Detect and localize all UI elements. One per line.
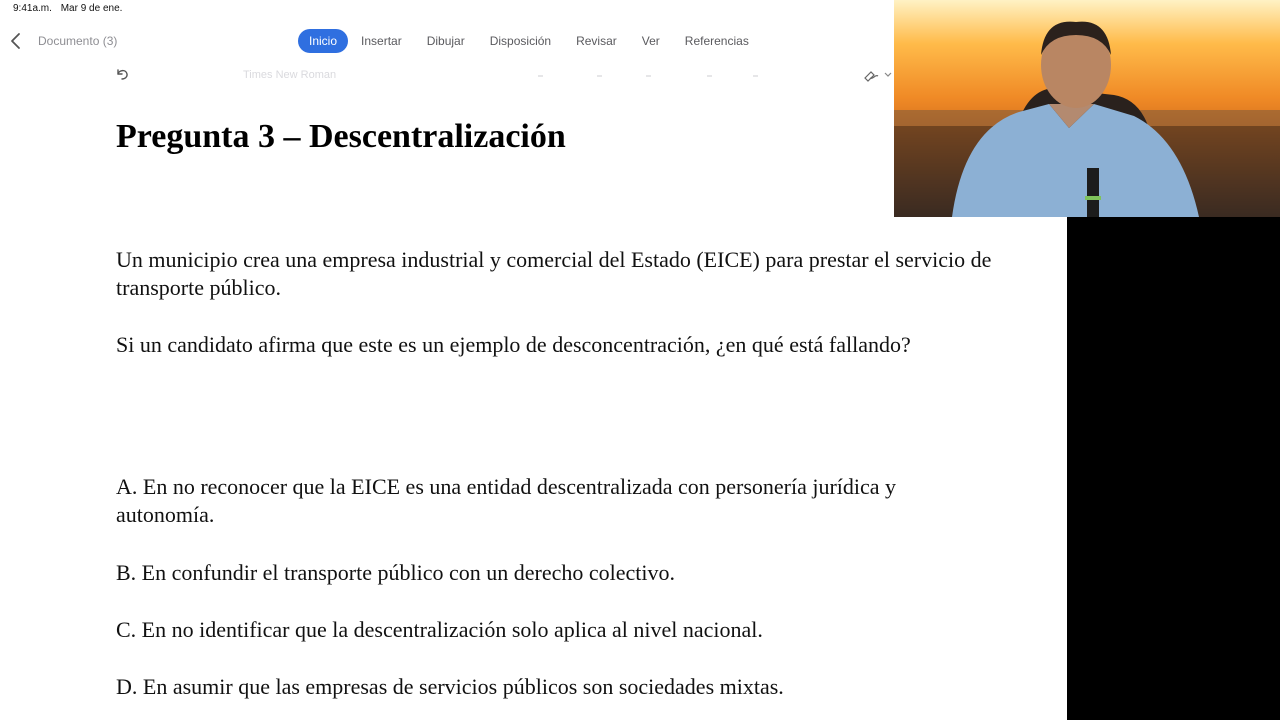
tab-dibujar[interactable]: Dibujar: [426, 34, 465, 48]
answer-option-b: B. En confundir el transporte público con un derecho colectivo.: [116, 560, 675, 585]
document-title[interactable]: Documento (3): [38, 34, 118, 48]
presenter-video-icon: [894, 0, 1280, 217]
tab-inicio[interactable]: Inicio: [298, 29, 348, 53]
question-paragraph: Un municipio crea una empresa industrial y comercial del Estado (EICE) para prestar el servicio de transporte público.: [116, 247, 992, 300]
tab-insertar[interactable]: Insertar: [361, 34, 402, 48]
toolbar-control-faded[interactable]: [538, 75, 543, 77]
question-paragraph: Si un candidato afirma que este es un ejemplo de desconcentración, ¿en qué está fallando?: [116, 332, 911, 357]
answer-option-a: A. En no reconocer que la EICE es una entidad descentralizada con personería jurídica y autonomía.: [116, 474, 897, 527]
pen-tool-icon[interactable]: [862, 67, 894, 83]
font-name-selector[interactable]: Times New Roman: [243, 69, 337, 81]
tab-ver[interactable]: Ver: [641, 34, 660, 48]
back-chevron-icon[interactable]: [9, 31, 23, 51]
answer-option-c: C. En no identificar que la descentralización solo aplica al nivel nacional.: [116, 617, 763, 642]
toolbar-control-faded[interactable]: [753, 75, 758, 77]
status-bar: [13, 3, 128, 14]
status-time: 9:41a.m.: [13, 3, 52, 14]
toolbar-control-faded[interactable]: [707, 75, 712, 77]
answer-option-d: D. En asumir que las empresas de servicios públicos son sociedades mixtas.: [116, 674, 784, 699]
page-title: Pregunta 3 – Descentralización: [116, 118, 566, 155]
video-black-panel: [1067, 217, 1280, 720]
toolbar-control-faded[interactable]: [646, 75, 651, 77]
status-date: Mar 9 de ene.: [60, 3, 123, 14]
webcam-overlay: [894, 0, 1280, 217]
toolbar-control-faded[interactable]: [597, 75, 602, 77]
ribbon-tabs: [298, 29, 774, 53]
undo-icon[interactable]: [114, 66, 130, 82]
tab-revisar[interactable]: Revisar: [576, 34, 617, 48]
tab-referencias[interactable]: Referencias: [684, 34, 749, 48]
tab-disposicion[interactable]: Disposición: [489, 34, 552, 48]
